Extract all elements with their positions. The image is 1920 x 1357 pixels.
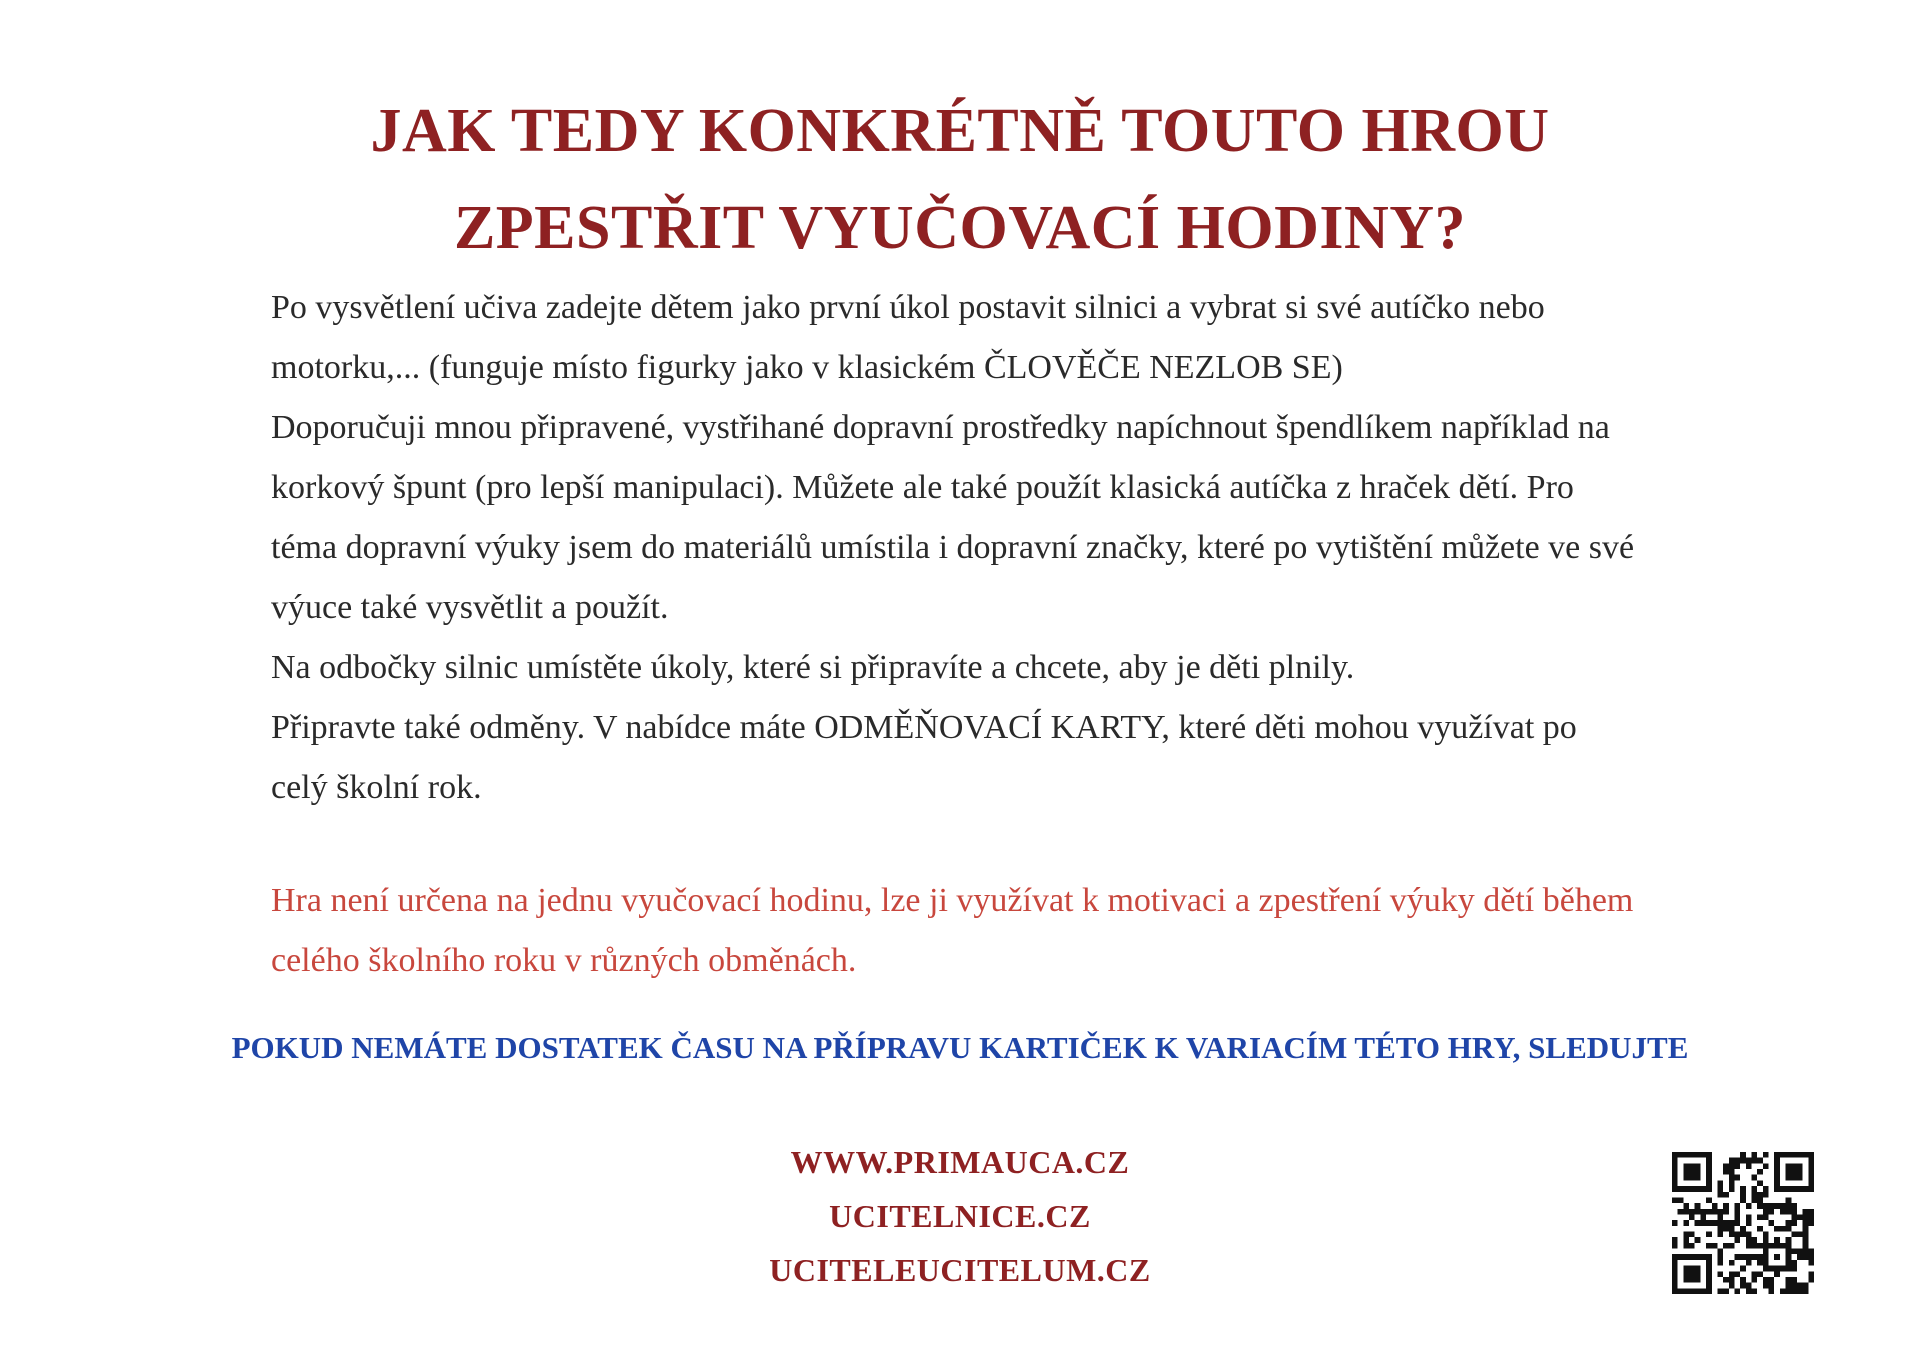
qr-code-icon[interactable]: [1672, 1152, 1814, 1294]
page-title-line-1: JAK TEDY KONKRÉTNĚ TOUTO HROU: [370, 97, 1550, 165]
paragraph-intro: Po vysvětlení učiva zadejte dětem jako první úkol postavit silnici a vybrat si své autíčko nebo motorku,... (funguje místo figurky jako v klasickém ČLOVĚČE NEZLOB SE): [271, 289, 1545, 386]
note-paragraph: Hra není určena na jednu vyučovací hodinu, lze ji využívat k motivaci a zpestření výuky dětí během celého školního roku v různých obměnách.: [271, 882, 1634, 979]
paragraph-tasks: Na odbočky silnic umístěte úkoly, které si připravíte a chcete, aby je děti plnily.: [271, 649, 1355, 686]
paragraph-recommendation: Doporučuji mnou připravené, vystřihané dopravní prostředky napíchnout špendlíkem například na korkový špunt (pro lepší manipulaci). Můžete ale také použít klasická autíčka z hraček dětí. Pro téma dopravní výuky jsem do materiálů umístila i dopravní značky, které po vytištění můžete ve své výuce také vysvětlit a použít.: [271, 409, 1635, 626]
link-uciteleucitelum[interactable]: UCITELEUCITELUM.CZ: [769, 1252, 1151, 1288]
link-primauca[interactable]: WWW.PRIMAUCA.CZ: [790, 1144, 1130, 1180]
website-links: [0, 1135, 1920, 1297]
instructions-text: [271, 278, 1641, 818]
link-ucitelnice[interactable]: UCITELNICE.CZ: [829, 1198, 1091, 1234]
paragraph-rewards: Připravte také odměny. V nabídce máte ODMĚŇOVACÍ KARTY, které děti mohou využívat po celý školní rok.: [271, 709, 1577, 806]
page-title-line-2: ZPESTŘIT VYUČOVACÍ HODINY?: [453, 194, 1467, 262]
call-to-action: POKUD NEMÁTE DOSTATEK ČASU NA PŘÍPRAVU KARTIČEK K VARIACÍM TÉTO HRY, SLEDUJTE: [231, 1030, 1689, 1065]
